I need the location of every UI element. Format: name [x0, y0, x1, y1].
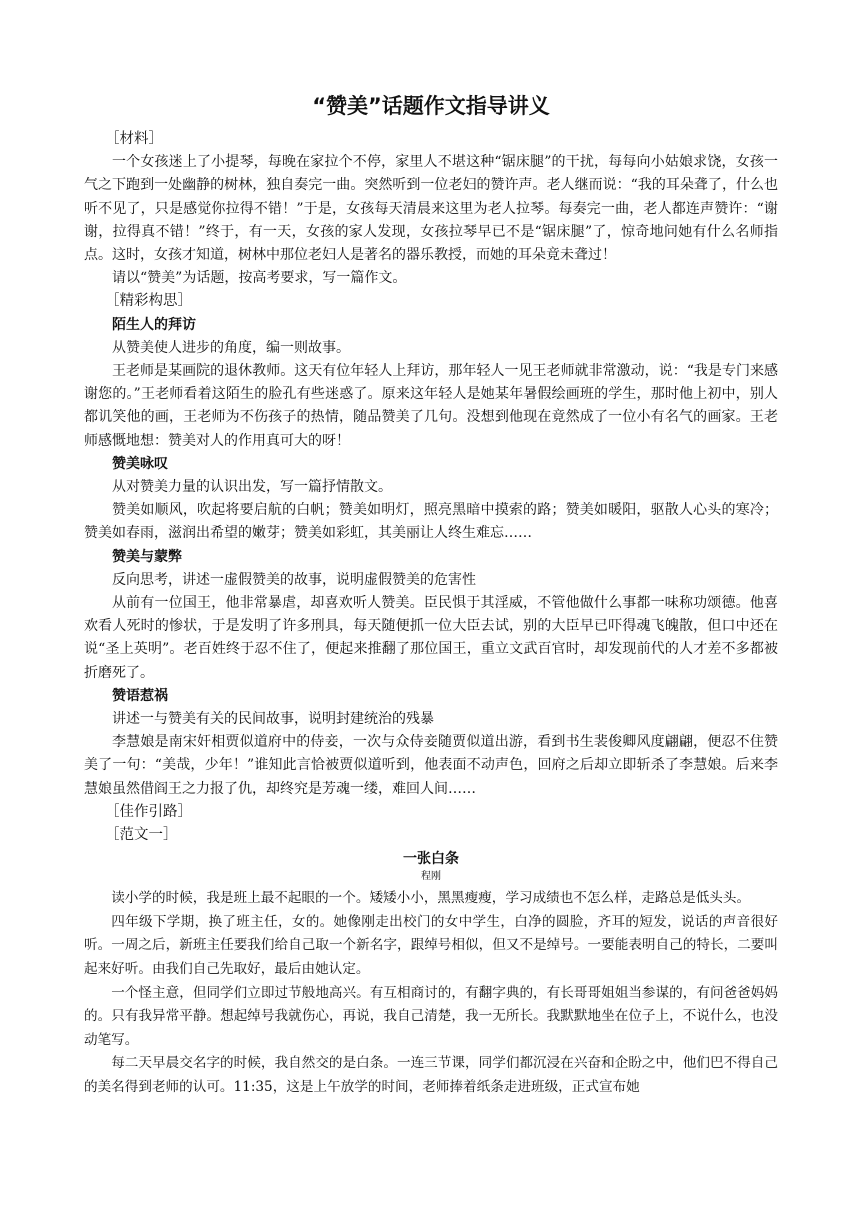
document-content — [84, 92, 778, 1100]
idea-intro: 反向思考，讲述一虚假赞美的故事，说明虚假赞美的危害性 — [112, 571, 476, 588]
idea-title: 赞美咏叹 — [112, 455, 168, 472]
essay-paragraph: 一个怪主意，但同学们立即过节般地高兴。有互相商讨的，有翻字典的，有长哥哥姐姐当参谋的，有问爸爸妈妈的。只有我异常平静。想起绰号我就伤心，再说，我自己清楚，我一无所长。我默默地坐在位子上，不说什么，也没动笔写。 — [84, 984, 778, 1048]
idea-body: 从前有一位国王，他非常暴虐，却喜欢听人赞美。臣民惧于其淫威，不管他做什么事都一味称功颂德。他喜欢看人死时的惨状，于是发明了许多刑具，每天随便抓一位大臣去试，别的大臣早已吓得魂飞魄散，但口中还在说“圣上英明”。老百姓终于忍不住了，便起来推翻了那位国王，重立文武百官时，却发现前代的人才差不多都被折磨死了。 — [84, 595, 778, 681]
section-heading-guide: ［佳作引路］ — [105, 803, 193, 820]
material-story: 一个女孩迷上了小提琴，每晚在家拉个不停，家里人不堪这种“锯床腿”的干扰，每每向小姑娘求饶，女孩一气之下跑到一处幽静的树林，独自奏完一曲。突然听到一位老妇的赞许声。老人继而说：“我的耳朵聋了，什么也听不见了，只是感觉你拉得不错！”于是，女孩每天清晨来这里为老人拉琴。每奏完一曲，老人都连声赞许：“谢谢，拉得真不错！”终于，有一天，女孩的家人发现，女孩拉琴早已不是“锯床腿”了，惊奇地问她有什么名师指点。这时，女孩才知道，树林中那位老妇人是著名的器乐教授，而她的耳朵竟未聋过！ — [84, 154, 778, 264]
essay-author: 程刚 — [421, 871, 441, 883]
idea-title: 赞语惹祸 — [112, 687, 168, 704]
essay-paragraph: 每二天早晨交名字的时候，我自然交的是白条。一连三节课，同学们都沉浸在兴奋和企盼之中，他们巴不得自己的美名得到老师的认可。11:35，这是上午放学的时间，老师捧着纸条走进班级，正式宣布她 — [84, 1055, 778, 1096]
section-heading-ideas: ［精彩构思］ — [105, 293, 193, 310]
idea-title: 赞美与蒙弊 — [112, 548, 182, 565]
idea-title: 陌生人的拜访 — [112, 316, 196, 333]
idea-intro: 从对赞美力量的认识出发，写一篇抒情散文。 — [112, 479, 392, 496]
idea-body: 赞美如顺风，吹起将要启航的白帆；赞美如明灯，照亮黑暗中摸索的路；赞美如暖阳，驱散人心头的寒冷；赞美如春雨，滋润出希望的嫩芽；赞美如彩虹，其美丽让人终生难忘…… — [84, 502, 778, 542]
idea-intro: 从赞美使人进步的角度，编一则故事。 — [112, 339, 350, 356]
essay-paragraph: 四年级下学期，换了班主任，女的。她像刚走出校门的女中学生，白净的圆脸，齐耳的短发，说话的声音很好听。一周之后，新班主任要我们给自己取一个新名字，跟绰号相似，但又不是绰号。一要能表明自己的特长，二要叫起来好听。由我们自己先取好，最后由她认定。 — [84, 913, 778, 978]
section-heading-material: ［材料］ — [105, 131, 164, 147]
page-title: “赞美”话题作文指导讲义 — [312, 94, 550, 118]
material-task: 请以“赞美”为话题，按高考要求，写一篇作文。 — [112, 270, 407, 287]
idea-body: 李慧娘是南宋奸相贾似道府中的侍妾，一次与众侍妾随贾似道出游，看到书生裴俊卿风度翩翩，便忍不住赞美了一句：“美哉，少年！”谁知此言恰被贾似道听到，他表面不动声色，回府之后却立即斩杀了李慧娘。后来李慧娘虽然借阎王之力报了仇，却终究是芳魂一缕，难回人间…… — [84, 734, 778, 797]
section-heading-sample: ［范文一］ — [105, 827, 178, 844]
idea-body: 王老师是某画院的退休教师。这天有位年轻人上拜访，那年轻人一见王老师就非常激动，说：“我是专门来感谢您的。”王老师看着这陌生的脸孔有些迷惑了。原来这年轻人是她某年暑假绘画班的学生，那时他上初中，别人都讥笑他的画，王老师为不伤孩子的热情，随品赞美了几句。没想到他现在竟然成了一位小有名气的画家。王老师感慨地想：赞美对人的作用真可大的呀！ — [84, 363, 778, 449]
idea-intro: 讲述一与赞美有关的民间故事，说明封建统治的残暴 — [112, 711, 434, 728]
essay-title: 一张白条 — [403, 851, 459, 868]
essay-paragraph: 读小学的时候，我是班上最不起眼的一个。矮矮小小，黑黑瘦瘦，学习成绩也不怎么样，走路总是低头头。 — [111, 890, 751, 907]
